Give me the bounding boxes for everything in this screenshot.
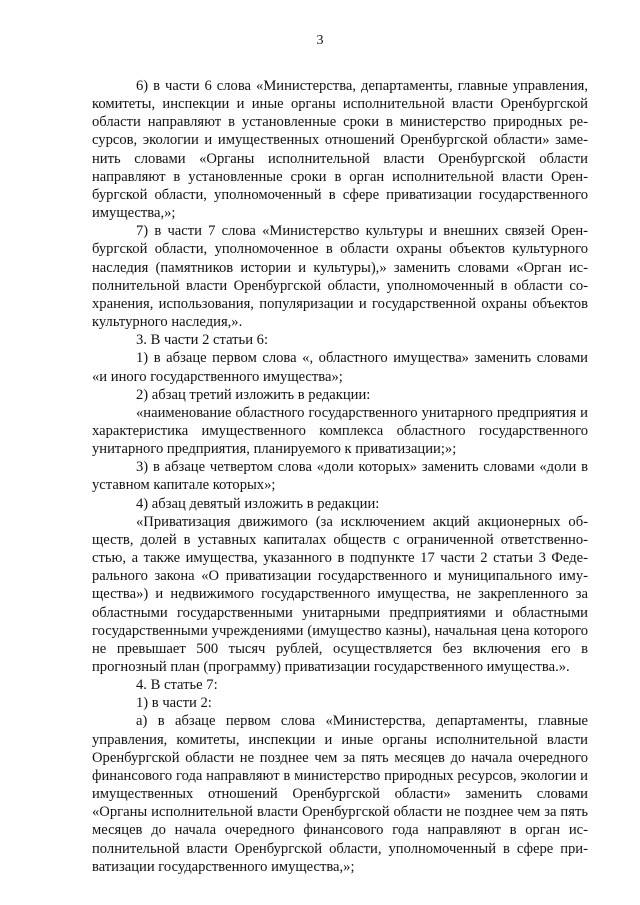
paragraph-section-3: 3. В части 2 статьи 6:	[136, 332, 269, 349]
paragraph-subitem-a: а) в абзаце первом слова «Министерства, департаменты, главные управления, комитеты, инспекции и иные органы исполнительной власти Оренбургской области не позднее чем за пять месяцев до начала очередного финансового года направляют в министерство природных ресурсов, экологии и имущественных отношений Оренбургской области» заменить словами «Органы исполнительной власти Оренбургской области не позднее чем за пять месяцев до начала очередного финансового года направляют в орган исполнительной власти Оренбургской области, уполномоченный в сфере приватизации государственного имущества,»;	[92, 713, 588, 875]
paragraph-item-7: 7) в части 7 слова «Министерство культуры и внешних связей Оренбургской области, уполномоченное в области охраны объектов культурного наследия (памятников истории и культуры),» заменить словами «Орган исполнительной власти Оренбургской области, уполномоченный в области сохранения, использования, популяризации и государственной охраны объектов культурного наследия,».	[92, 223, 588, 331]
paragraph-subitem-3: 3) в абзаце четвертом слова «доли которых» заменить словами «доли в уставном капитале которых»;	[92, 459, 588, 494]
page-number: 3	[316, 33, 324, 48]
document-body	[92, 77, 588, 876]
paragraph-subitem-2: 2) абзац третий изложить в редакции:	[136, 386, 371, 403]
paragraph-section-4: 4. В статье 7:	[136, 677, 218, 694]
paragraph-quote-2: «Приватизация движимого (за исключением акций акционерных обществ, долей в уставных капиталах обществ с ограниченной ответственностью, а также имущества, указанного в подпункте 17 части 2 статьи 3 Федерального закона «О приватизации государственного и муниципального имущества») и недвижимого государственного имущества, не закрепленного за областными государственными унитарными предприятиями и областными государственными учреждениями (имущество казны), начальная цена которого не превышает 500 тысяч рублей, осуществляется без включения его в прогнозный план (программу) приватизации государственного имущества.».	[92, 513, 588, 675]
paragraph-quote-1: «наименование областного государственного унитарного предприятия и характеристика имущественного комплекса областного государственного унитарного предприятия, планируемого к приватизации;»;	[92, 404, 588, 458]
paragraph-subitem-1: 1) в абзаце первом слова «, областного имущества» заменить словами «и иного государственного имущества»;	[92, 350, 588, 385]
paragraph-subitem-4: 4) абзац девятый изложить в редакции:	[136, 495, 380, 512]
paragraph-item-6: 6) в части 6 слова «Министерства, департаменты, главные управления, комитеты, инспекции и иные органы исполнительной власти Оренбургской области направляют в установленные сроки в министерство природных ресурсов, экологии и имущественных отношений Оренбургской области» заменить словами «Органы исполнительной власти Оренбургской области направляют в установленные сроки в орган исполнительной власти Оренбургской области, уполномоченный в сфере приватизации государственного имущества,»;	[92, 78, 588, 222]
paragraph-subitem-1-part-2: 1) в части 2:	[136, 695, 212, 712]
